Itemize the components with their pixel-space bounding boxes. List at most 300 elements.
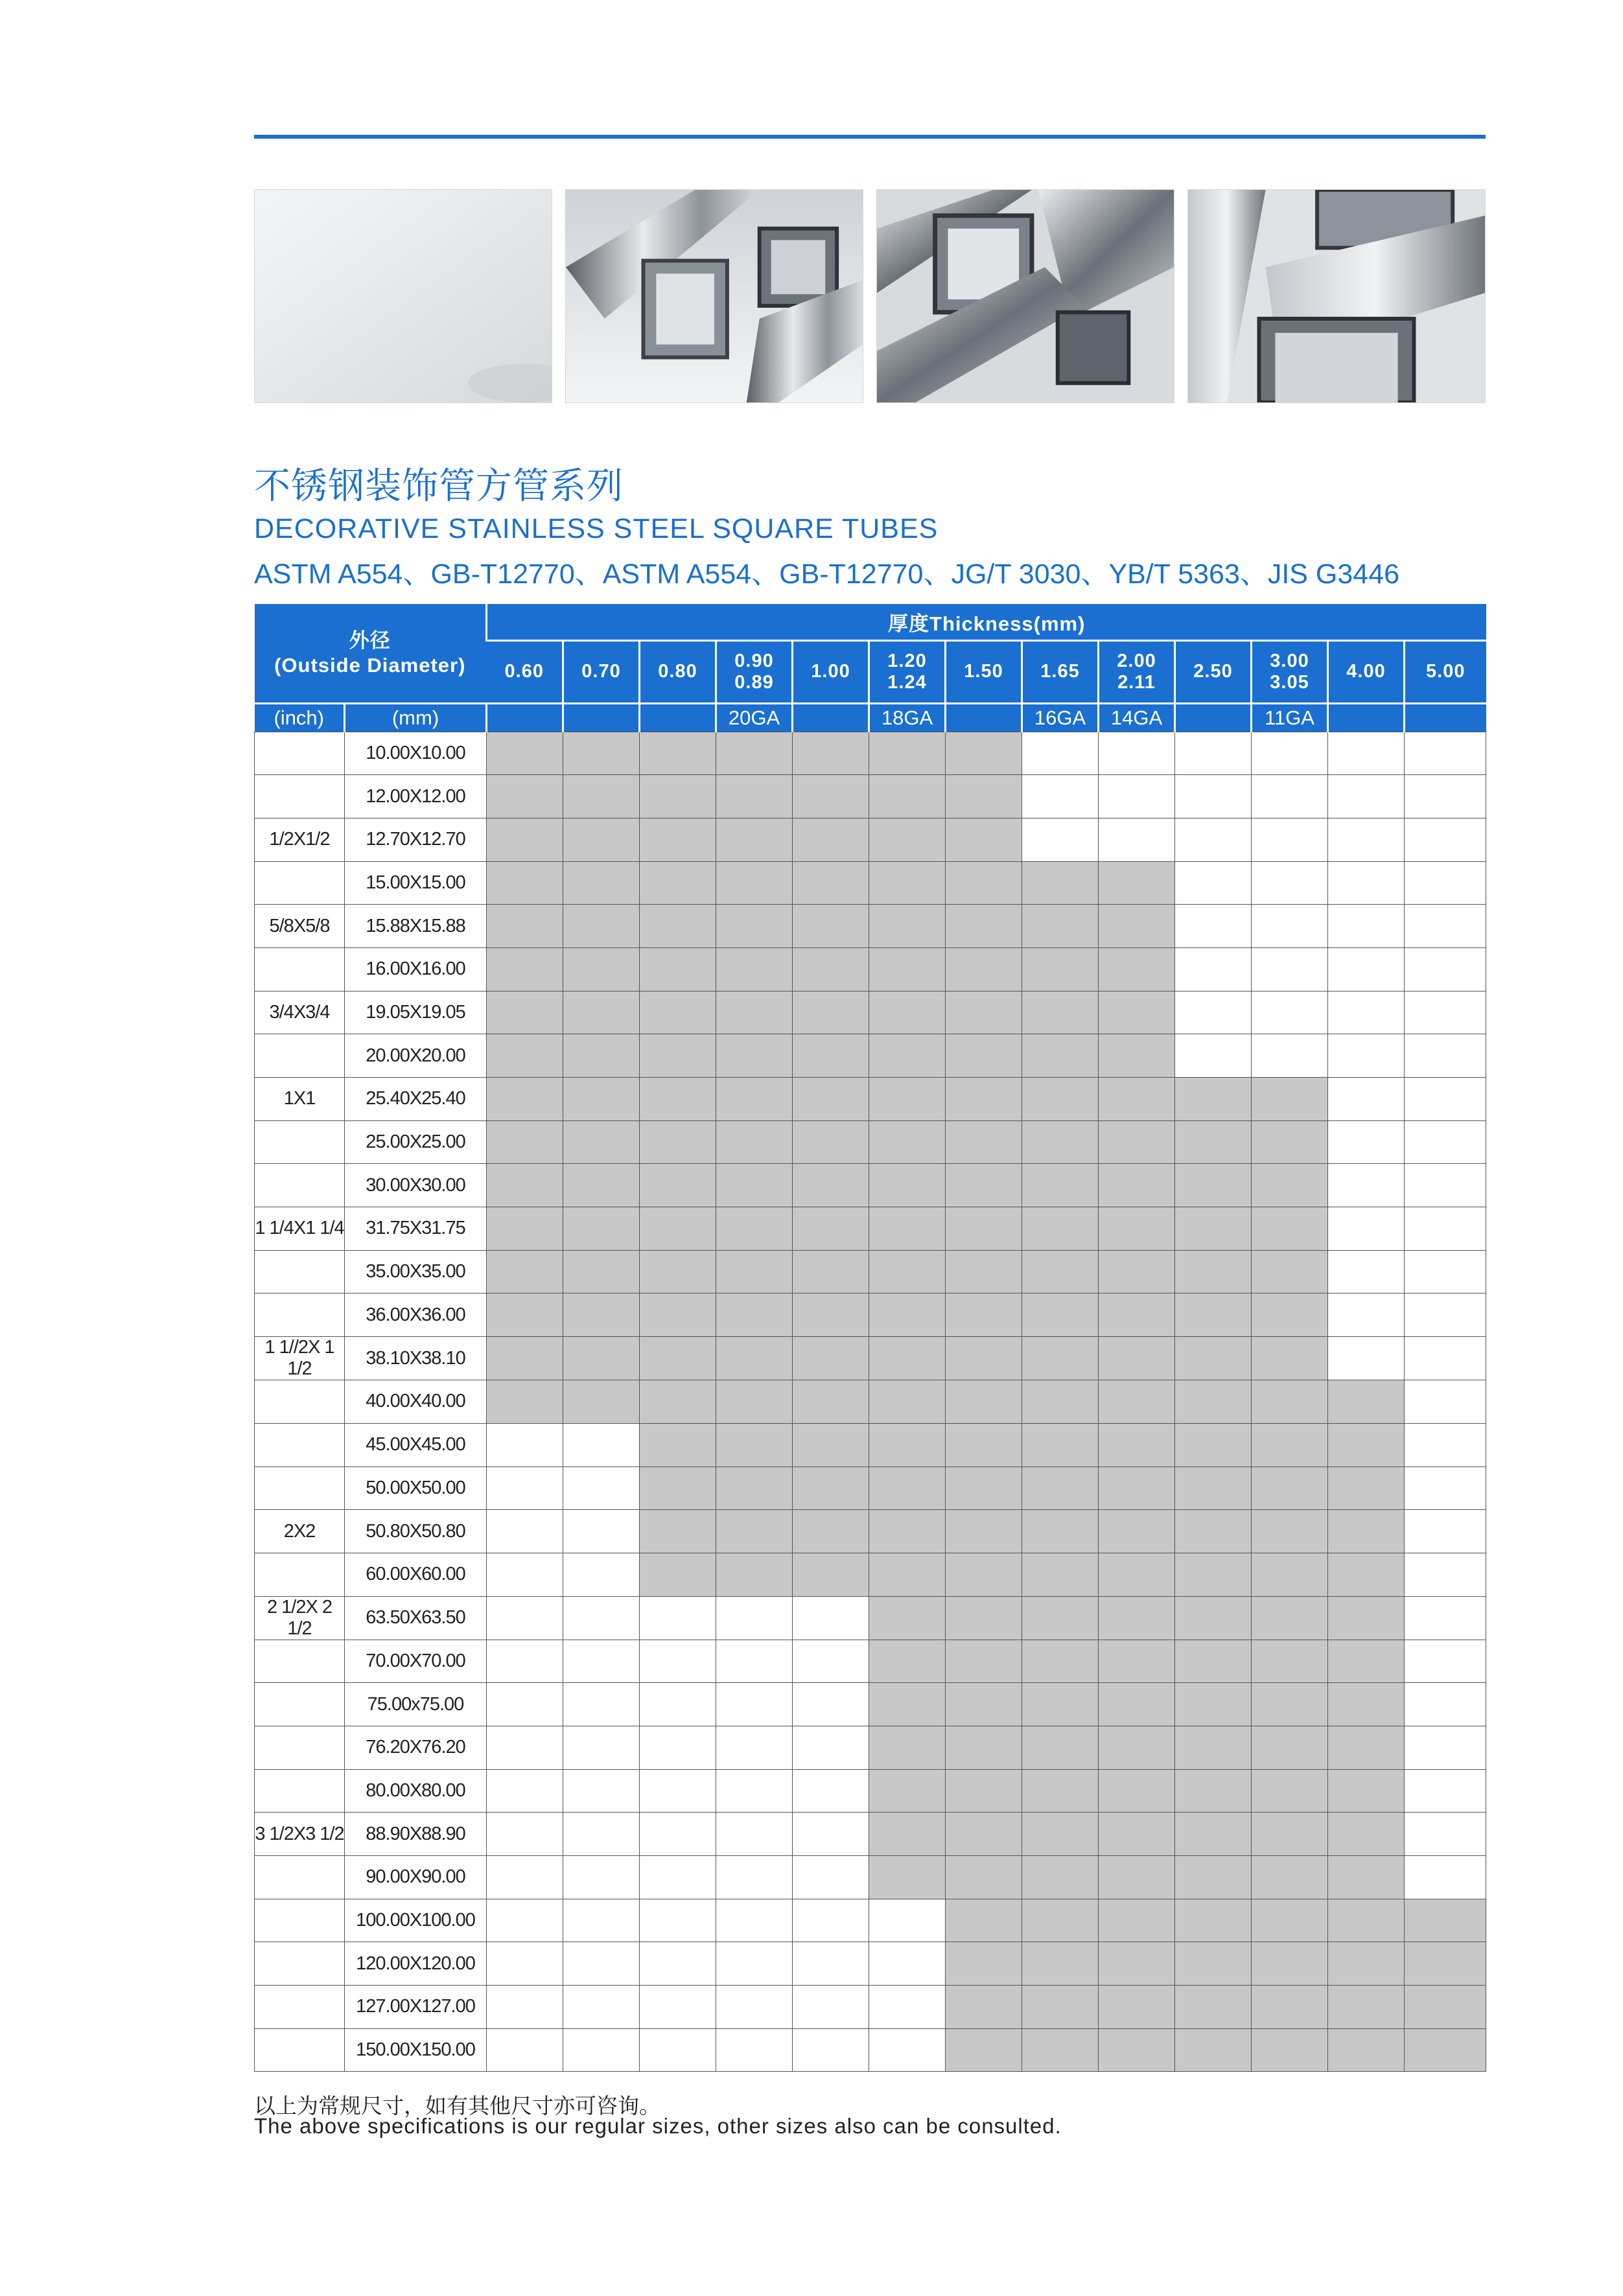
unavailable-cell bbox=[793, 1769, 869, 1813]
gauge-cell bbox=[563, 703, 640, 732]
unavailable-cell bbox=[1405, 1813, 1486, 1856]
available-cell bbox=[563, 1337, 640, 1380]
unavailable-cell bbox=[1405, 1553, 1486, 1596]
available-cell bbox=[946, 1207, 1022, 1251]
available-cell bbox=[1252, 1250, 1328, 1293]
available-cell bbox=[716, 905, 793, 948]
available-cell bbox=[563, 1380, 640, 1424]
unavailable-cell bbox=[1405, 1683, 1486, 1726]
available-cell bbox=[869, 1640, 946, 1683]
inch-size: 2 1/2X 2 1/2 bbox=[255, 1596, 345, 1640]
available-cell bbox=[1099, 1078, 1175, 1121]
available-cell bbox=[1328, 1942, 1405, 1986]
mm-size: 25.00X25.00 bbox=[345, 1120, 487, 1164]
available-cell bbox=[716, 1467, 793, 1510]
unavailable-cell bbox=[1252, 1034, 1328, 1078]
available-cell bbox=[793, 775, 869, 818]
gauge-cell: 14GA bbox=[1099, 703, 1175, 732]
inch-size bbox=[255, 1467, 345, 1510]
available-cell bbox=[869, 732, 946, 775]
unavailable-cell bbox=[1405, 1120, 1486, 1164]
unavailable-cell bbox=[1328, 861, 1405, 905]
outside-diameter-header bbox=[255, 604, 487, 703]
unavailable-cell bbox=[563, 1683, 640, 1726]
table-row bbox=[255, 1596, 1486, 1640]
available-cell bbox=[640, 1510, 716, 1553]
available-cell bbox=[946, 1164, 1022, 1207]
mm-size: 80.00X80.00 bbox=[345, 1769, 487, 1813]
available-cell bbox=[1252, 1986, 1328, 2029]
unavailable-cell bbox=[640, 1640, 716, 1683]
available-cell bbox=[487, 1250, 563, 1293]
available-cell bbox=[640, 1337, 716, 1380]
available-cell bbox=[1099, 947, 1175, 991]
available-cell bbox=[1099, 1120, 1175, 1164]
available-cell bbox=[946, 775, 1022, 818]
available-cell bbox=[563, 1293, 640, 1337]
available-cell bbox=[1022, 1769, 1099, 1813]
product-photo-4 bbox=[1187, 189, 1486, 403]
available-cell bbox=[1099, 1207, 1175, 1251]
unavailable-cell bbox=[716, 1726, 793, 1769]
thickness-col-1 bbox=[563, 640, 640, 703]
gauge-cell bbox=[793, 703, 869, 732]
unavailable-cell bbox=[1328, 991, 1405, 1034]
thickness-col-10 bbox=[1252, 640, 1328, 703]
available-cell bbox=[487, 861, 563, 905]
unavailable-cell bbox=[793, 1726, 869, 1769]
table-row bbox=[255, 818, 1486, 861]
available-cell bbox=[1328, 1510, 1405, 1553]
mm-size: 25.40X25.40 bbox=[345, 1078, 487, 1121]
unavailable-cell bbox=[1175, 732, 1252, 775]
unavailable-cell bbox=[563, 1856, 640, 1899]
unavailable-cell bbox=[640, 1813, 716, 1856]
table-row bbox=[255, 947, 1486, 991]
unavailable-cell bbox=[563, 1423, 640, 1467]
table-row bbox=[255, 1813, 1486, 1856]
table-row bbox=[255, 1726, 1486, 1769]
unavailable-cell bbox=[1328, 775, 1405, 818]
available-cell bbox=[1022, 861, 1099, 905]
unavailable-cell bbox=[1405, 775, 1486, 818]
available-cell bbox=[1252, 1467, 1328, 1510]
mm-size: 88.90X88.90 bbox=[345, 1813, 487, 1856]
unavailable-cell bbox=[1252, 818, 1328, 861]
unavailable-cell bbox=[487, 1769, 563, 1813]
available-cell bbox=[946, 991, 1022, 1034]
unavailable-cell bbox=[869, 1986, 946, 2029]
available-cell bbox=[1099, 1683, 1175, 1726]
unavailable-cell bbox=[1405, 1380, 1486, 1424]
available-cell bbox=[1099, 991, 1175, 1034]
available-cell bbox=[1022, 1034, 1099, 1078]
available-cell bbox=[487, 1337, 563, 1380]
unavailable-cell bbox=[716, 1813, 793, 1856]
footnote-cn: 以上为常规尺寸，如有其他尺寸亦可咨询。 bbox=[254, 2094, 660, 2118]
available-cell bbox=[1175, 1640, 1252, 1683]
unavailable-cell bbox=[716, 1856, 793, 1899]
unavailable-cell bbox=[1252, 991, 1328, 1034]
available-cell bbox=[793, 1078, 869, 1121]
available-cell bbox=[640, 905, 716, 948]
available-cell bbox=[1099, 1899, 1175, 1942]
gauge-row bbox=[255, 703, 1486, 732]
thickness-value: 3.00 bbox=[1270, 650, 1309, 671]
available-cell bbox=[1405, 1986, 1486, 2029]
available-cell bbox=[869, 1380, 946, 1424]
available-cell bbox=[1099, 1423, 1175, 1467]
available-cell bbox=[1405, 2028, 1486, 2072]
gauge-cell: 18GA bbox=[869, 703, 946, 732]
unavailable-cell bbox=[487, 1856, 563, 1899]
available-cell bbox=[946, 1553, 1022, 1596]
unavailable-cell bbox=[1328, 1207, 1405, 1251]
available-cell bbox=[1022, 2028, 1099, 2072]
available-cell bbox=[1022, 1380, 1099, 1424]
mm-size: 50.00X50.00 bbox=[345, 1467, 487, 1510]
page-title-cn: 不锈钢装饰管方管系列 bbox=[254, 465, 624, 506]
available-cell bbox=[640, 861, 716, 905]
table-row bbox=[255, 861, 1486, 905]
available-cell bbox=[869, 861, 946, 905]
available-cell bbox=[1175, 1423, 1252, 1467]
mm-size: 76.20X76.20 bbox=[345, 1726, 487, 1769]
thickness-value: 2.00 bbox=[1117, 650, 1156, 671]
available-cell bbox=[640, 1293, 716, 1337]
unavailable-cell bbox=[1405, 1640, 1486, 1683]
available-cell bbox=[1022, 1120, 1099, 1164]
available-cell bbox=[1328, 1769, 1405, 1813]
unavailable-cell bbox=[1022, 818, 1099, 861]
available-cell bbox=[946, 1683, 1022, 1726]
inch-size bbox=[255, 1726, 345, 1769]
unavailable-cell bbox=[1252, 861, 1328, 905]
unavailable-cell bbox=[793, 1856, 869, 1899]
available-cell bbox=[1099, 1986, 1175, 2029]
unavailable-cell bbox=[1328, 947, 1405, 991]
available-cell bbox=[793, 732, 869, 775]
available-cell bbox=[1022, 1726, 1099, 1769]
unavailable-cell bbox=[793, 1683, 869, 1726]
available-cell bbox=[1022, 1899, 1099, 1942]
available-cell bbox=[793, 1423, 869, 1467]
available-cell bbox=[716, 1293, 793, 1337]
available-cell bbox=[793, 1207, 869, 1251]
available-cell bbox=[1175, 1683, 1252, 1726]
thickness-value: 5.00 bbox=[1426, 661, 1465, 682]
unavailable-cell bbox=[563, 2028, 640, 2072]
available-cell bbox=[1252, 1640, 1328, 1683]
table-row bbox=[255, 775, 1486, 818]
available-cell bbox=[487, 905, 563, 948]
product-photo-strip bbox=[254, 189, 1486, 403]
unavailable-cell bbox=[869, 1899, 946, 1942]
available-cell bbox=[716, 1120, 793, 1164]
available-cell bbox=[946, 1726, 1022, 1769]
gauge-cell: 16GA bbox=[1022, 703, 1099, 732]
unavailable-cell bbox=[1405, 1034, 1486, 1078]
available-cell bbox=[793, 1293, 869, 1337]
mm-size: 40.00X40.00 bbox=[345, 1380, 487, 1424]
unavailable-cell bbox=[793, 1640, 869, 1683]
unavailable-cell bbox=[640, 1942, 716, 1986]
square-tube-spec-table bbox=[254, 604, 1486, 2072]
available-cell bbox=[1022, 905, 1099, 948]
available-cell bbox=[1252, 1726, 1328, 1769]
available-cell bbox=[640, 818, 716, 861]
gauge-cell bbox=[1328, 703, 1405, 732]
unavailable-cell bbox=[1175, 861, 1252, 905]
table-row bbox=[255, 905, 1486, 948]
unavailable-cell bbox=[1405, 1510, 1486, 1553]
outside-diameter-en: (Outside Diameter) bbox=[274, 653, 466, 677]
inch-size bbox=[255, 1423, 345, 1467]
available-cell bbox=[640, 1467, 716, 1510]
available-cell bbox=[1252, 1337, 1328, 1380]
inch-size: 1X1 bbox=[255, 1078, 345, 1121]
table-row bbox=[255, 1164, 1486, 1207]
unavailable-cell bbox=[1328, 1078, 1405, 1121]
available-cell bbox=[1328, 1553, 1405, 1596]
available-cell bbox=[946, 1380, 1022, 1424]
available-cell bbox=[1022, 1553, 1099, 1596]
unavailable-cell bbox=[1405, 1769, 1486, 1813]
unavailable-cell bbox=[1405, 1207, 1486, 1251]
inch-size bbox=[255, 1942, 345, 1986]
unavailable-cell bbox=[869, 1942, 946, 1986]
unavailable-cell bbox=[640, 1726, 716, 1769]
available-cell bbox=[487, 1380, 563, 1424]
available-cell bbox=[1022, 1293, 1099, 1337]
available-cell bbox=[640, 1250, 716, 1293]
inch-size bbox=[255, 732, 345, 775]
available-cell bbox=[1099, 1337, 1175, 1380]
table-row bbox=[255, 1856, 1486, 1899]
available-cell bbox=[563, 732, 640, 775]
thickness-value: 1.00 bbox=[811, 661, 850, 682]
available-cell bbox=[793, 1467, 869, 1510]
available-cell bbox=[563, 861, 640, 905]
unavailable-cell bbox=[1405, 1726, 1486, 1769]
unavailable-cell bbox=[1405, 991, 1486, 1034]
mm-size: 75.00x75.00 bbox=[345, 1683, 487, 1726]
available-cell bbox=[1328, 1423, 1405, 1467]
unavailable-cell bbox=[640, 1856, 716, 1899]
available-cell bbox=[946, 1640, 1022, 1683]
available-cell bbox=[793, 1034, 869, 1078]
available-cell bbox=[1328, 1596, 1405, 1640]
available-cell bbox=[869, 1034, 946, 1078]
available-cell bbox=[869, 1683, 946, 1726]
gauge-cell: 11GA bbox=[1252, 703, 1328, 732]
unavailable-cell bbox=[487, 1899, 563, 1942]
unavailable-cell bbox=[487, 1683, 563, 1726]
unavailable-cell bbox=[1405, 818, 1486, 861]
available-cell bbox=[1022, 1467, 1099, 1510]
available-cell bbox=[640, 1553, 716, 1596]
available-cell bbox=[563, 818, 640, 861]
unavailable-cell bbox=[487, 1553, 563, 1596]
available-cell bbox=[487, 1034, 563, 1078]
thickness-col-4 bbox=[793, 640, 869, 703]
available-cell bbox=[1022, 1337, 1099, 1380]
available-cell bbox=[946, 1120, 1022, 1164]
available-cell bbox=[1099, 1553, 1175, 1596]
table-row bbox=[255, 732, 1486, 775]
spec-table-body bbox=[255, 732, 1486, 2072]
available-cell bbox=[1328, 1467, 1405, 1510]
unavailable-cell bbox=[563, 1942, 640, 1986]
unavailable-cell bbox=[793, 1942, 869, 1986]
available-cell bbox=[1252, 2028, 1328, 2072]
available-cell bbox=[1328, 1683, 1405, 1726]
unavailable-cell bbox=[563, 1640, 640, 1683]
available-cell bbox=[1175, 1207, 1252, 1251]
available-cell bbox=[946, 1423, 1022, 1467]
inch-size bbox=[255, 1640, 345, 1683]
unavailable-cell bbox=[1252, 732, 1328, 775]
available-cell bbox=[1405, 1942, 1486, 1986]
available-cell bbox=[869, 1596, 946, 1640]
unavailable-cell bbox=[1405, 1078, 1486, 1121]
thickness-col-2 bbox=[640, 640, 716, 703]
available-cell bbox=[1252, 1293, 1328, 1337]
mm-size: 20.00X20.00 bbox=[345, 1034, 487, 1078]
thickness-value: 4.00 bbox=[1346, 661, 1386, 682]
available-cell bbox=[1022, 1596, 1099, 1640]
unavailable-cell bbox=[1405, 1467, 1486, 1510]
available-cell bbox=[1022, 1250, 1099, 1293]
thickness-value: 1.20 bbox=[887, 650, 927, 671]
unavailable-cell bbox=[487, 2028, 563, 2072]
gauge-cell bbox=[1175, 703, 1252, 732]
available-cell bbox=[793, 905, 869, 948]
unavailable-cell bbox=[716, 1942, 793, 1986]
available-cell bbox=[716, 1164, 793, 1207]
available-cell bbox=[1099, 1813, 1175, 1856]
available-cell bbox=[869, 1164, 946, 1207]
available-cell bbox=[793, 947, 869, 991]
gauge-cell bbox=[640, 703, 716, 732]
available-cell bbox=[946, 1510, 1022, 1553]
available-cell bbox=[946, 1337, 1022, 1380]
available-cell bbox=[640, 1078, 716, 1121]
available-cell bbox=[946, 818, 1022, 861]
available-cell bbox=[1099, 1640, 1175, 1683]
unavailable-cell bbox=[1405, 1250, 1486, 1293]
inch-size bbox=[255, 861, 345, 905]
gauge-cell: 20GA bbox=[716, 703, 793, 732]
unavailable-cell bbox=[1328, 1120, 1405, 1164]
table-row bbox=[255, 1120, 1486, 1164]
unavailable-cell bbox=[1175, 905, 1252, 948]
unavailable-cell bbox=[563, 1553, 640, 1596]
available-cell bbox=[946, 1467, 1022, 1510]
available-cell bbox=[1022, 1856, 1099, 1899]
unavailable-cell bbox=[487, 1986, 563, 2029]
unavailable-cell bbox=[1175, 991, 1252, 1034]
available-cell bbox=[1252, 1769, 1328, 1813]
inch-size bbox=[255, 1769, 345, 1813]
unavailable-cell bbox=[487, 1423, 563, 1467]
mm-size: 36.00X36.00 bbox=[345, 1293, 487, 1337]
available-cell bbox=[563, 1250, 640, 1293]
table-row bbox=[255, 1640, 1486, 1683]
available-cell bbox=[869, 775, 946, 818]
mm-size: 15.00X15.00 bbox=[345, 861, 487, 905]
available-cell bbox=[716, 861, 793, 905]
available-cell bbox=[1099, 1293, 1175, 1337]
unavailable-cell bbox=[716, 1986, 793, 2029]
unavailable-cell bbox=[869, 2028, 946, 2072]
available-cell bbox=[946, 1250, 1022, 1293]
mm-size: 150.00X150.00 bbox=[345, 2028, 487, 2072]
unavailable-cell bbox=[793, 2028, 869, 2072]
available-cell bbox=[1099, 1856, 1175, 1899]
unavailable-cell bbox=[1328, 1293, 1405, 1337]
available-cell bbox=[563, 1164, 640, 1207]
thickness-col-5 bbox=[869, 640, 946, 703]
available-cell bbox=[946, 1986, 1022, 2029]
unavailable-cell bbox=[563, 1726, 640, 1769]
available-cell bbox=[1328, 2028, 1405, 2072]
unavailable-cell bbox=[563, 1467, 640, 1510]
unavailable-cell bbox=[1175, 775, 1252, 818]
inch-size: 5/8X5/8 bbox=[255, 905, 345, 948]
unavailable-cell bbox=[1175, 1034, 1252, 1078]
available-cell bbox=[640, 1034, 716, 1078]
available-cell bbox=[716, 947, 793, 991]
unavailable-cell bbox=[793, 1596, 869, 1640]
available-cell bbox=[487, 1164, 563, 1207]
thickness-col-9 bbox=[1175, 640, 1252, 703]
available-cell bbox=[946, 1078, 1022, 1121]
table-row bbox=[255, 1207, 1486, 1251]
mm-size: 19.05X19.05 bbox=[345, 991, 487, 1034]
unavailable-cell bbox=[1252, 775, 1328, 818]
available-cell bbox=[1175, 1856, 1252, 1899]
available-cell bbox=[946, 1596, 1022, 1640]
available-cell bbox=[1328, 1899, 1405, 1942]
thickness-value: 2.50 bbox=[1193, 661, 1233, 682]
available-cell bbox=[1175, 1467, 1252, 1510]
available-cell bbox=[1175, 1986, 1252, 2029]
available-cell bbox=[869, 1510, 946, 1553]
inch-size: 3 1/2X3 1/2 bbox=[255, 1813, 345, 1856]
thickness-value-alt: 2.11 bbox=[1117, 671, 1156, 693]
page-title-en: DECORATIVE STAINLESS STEEL SQUARE TUBES bbox=[254, 513, 939, 544]
available-cell bbox=[946, 732, 1022, 775]
available-cell bbox=[640, 1207, 716, 1251]
unavailable-cell bbox=[487, 1813, 563, 1856]
available-cell bbox=[1252, 1856, 1328, 1899]
table-row bbox=[255, 1899, 1486, 1942]
available-cell bbox=[1175, 1078, 1252, 1121]
thickness-col-3 bbox=[716, 640, 793, 703]
unavailable-cell bbox=[1022, 732, 1099, 775]
available-cell bbox=[1099, 1250, 1175, 1293]
available-cell bbox=[1099, 1467, 1175, 1510]
mm-size: 35.00X35.00 bbox=[345, 1250, 487, 1293]
table-row bbox=[255, 1337, 1486, 1380]
inch-size: 2X2 bbox=[255, 1510, 345, 1553]
available-cell bbox=[487, 947, 563, 991]
inch-size bbox=[255, 1899, 345, 1942]
inch-size bbox=[255, 1683, 345, 1726]
inch-size bbox=[255, 775, 345, 818]
mm-size: 12.70X12.70 bbox=[345, 818, 487, 861]
